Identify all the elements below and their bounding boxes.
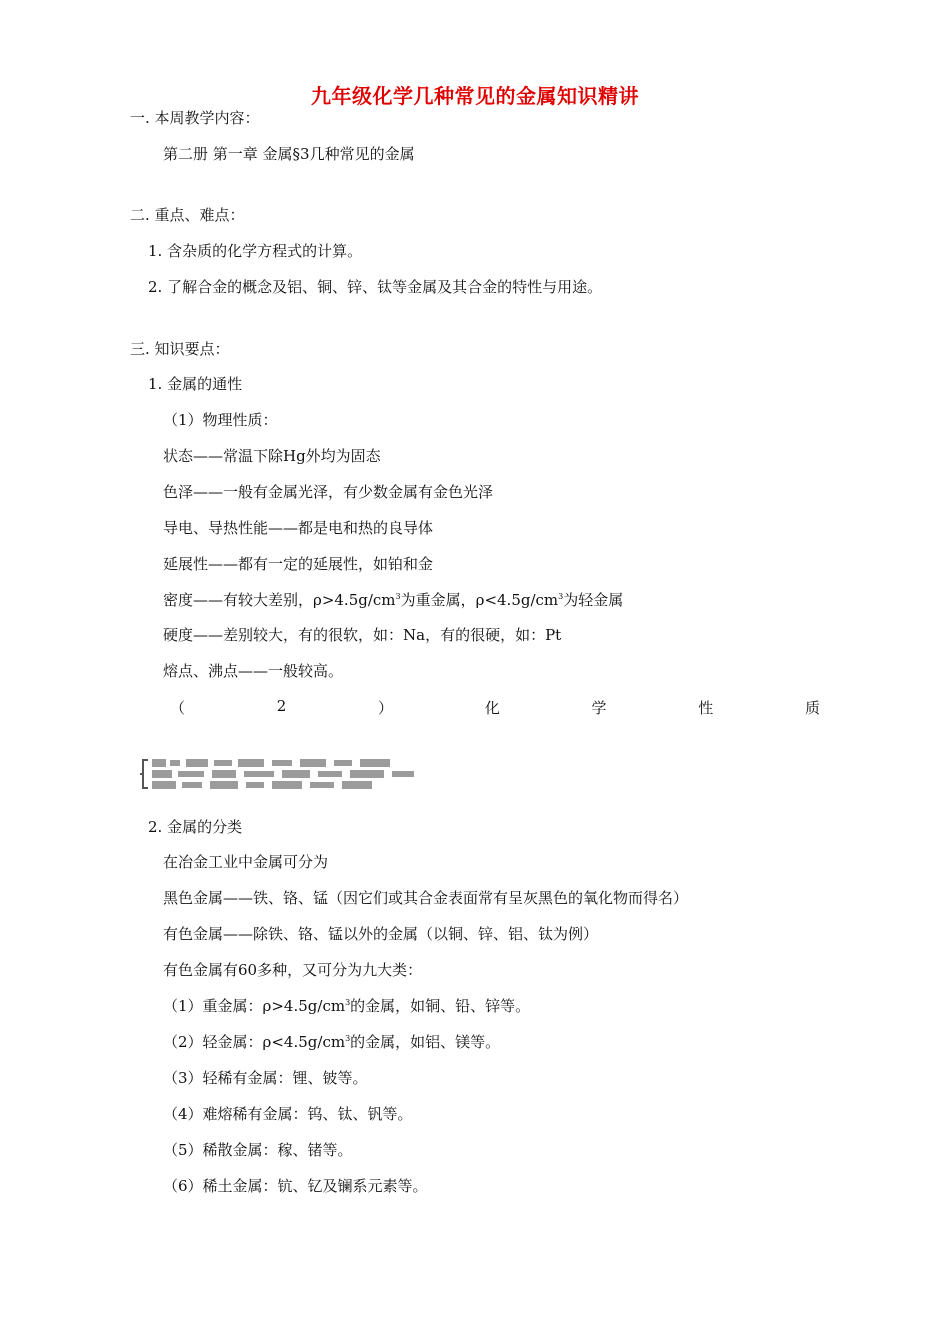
property-state: 状态——常温下除Hg外均为固态 — [163, 447, 381, 465]
density-text-b: 为重金属，ρ<4.5g/cm — [400, 591, 559, 609]
chem-heading-char: 2 — [276, 697, 287, 715]
property-luster: 色泽——一般有金属光泽，有少数金属有金色光泽 — [163, 483, 494, 501]
density-exponent-2: 3 — [558, 592, 564, 601]
nonferrous-metals: 有色金属——除铁、铬、锰以外的金属（以铜、锌、铝、钛为例） — [163, 925, 599, 943]
physical-properties-heading: （1）物理性质： — [163, 411, 278, 429]
key-point-2: 2. 了解合金的概念及铝、铜、锌、钛等金属及其合金的特性与用途。 — [148, 278, 603, 296]
category-scattered: （5）稀散金属：稼、锗等。 — [163, 1141, 353, 1159]
section-two-heading: 二. 重点、难点： — [130, 206, 245, 224]
classification-intro: 在冶金工业中金属可分为 — [163, 853, 329, 871]
heavy-text-a: （1）重金属：ρ>4.5g/cm — [163, 997, 346, 1015]
category-rare-earth: （6）稀土金属：钪、钇及镧系元素等。 — [163, 1177, 428, 1195]
light-text-a: （2）轻金属：ρ<4.5g/cm — [163, 1033, 346, 1051]
chemical-properties-heading — [170, 697, 820, 718]
section-one-heading: 一. 本周教学内容： — [130, 109, 260, 127]
heavy-text-b: 的金属，如铜、铅、锌等。 — [350, 997, 531, 1015]
property-density — [163, 590, 623, 610]
chem-heading-char: （ — [170, 699, 186, 717]
classification-heading: 2. 金属的分类 — [148, 818, 243, 836]
key-point-1: 1. 含杂质的化学方程式的计算。 — [148, 242, 363, 260]
density-exponent-1: 3 — [395, 592, 401, 601]
category-light — [163, 1032, 500, 1052]
density-text-a: 密度——有较大差别，ρ>4.5g/cm — [163, 591, 396, 609]
metal-properties-heading: 1. 金属的通性 — [148, 375, 243, 393]
light-exponent: 3 — [345, 1034, 351, 1043]
chem-heading-char: 化 — [484, 699, 500, 717]
category-heavy — [163, 996, 530, 1016]
nonferrous-count: 有色金属有60多种，又可分为九大类： — [163, 961, 423, 979]
chem-heading-char: 质 — [804, 699, 820, 717]
chem-heading-char: 性 — [698, 699, 714, 717]
section-one-content: 第二册 第一章 金属§3几种常见的金属 — [163, 145, 415, 163]
chem-heading-char: ） — [378, 699, 394, 717]
category-light-rare: （3）轻稀有金属：锂、铍等。 — [163, 1069, 368, 1087]
black-metals: 黑色金属——铁、铬、锰（因它们或其合金表面常有呈灰黑色的氧化物而得名） — [163, 889, 689, 907]
category-refractory-rare: （4）难熔稀有金属：钨、钛、钒等。 — [163, 1105, 413, 1123]
section-three-heading: 三. 知识要点： — [130, 340, 230, 358]
document-title: 九年级化学几种常见的金属知识精讲 — [311, 84, 639, 108]
property-hardness: 硬度——差别较大，有的很软，如：Na，有的很硬，如：Pt — [163, 626, 562, 644]
density-text-c: 为轻金属 — [563, 591, 624, 609]
property-melting: 熔点、沸点——一般较高。 — [163, 662, 344, 680]
property-ductility: 延展性——都有一定的延展性，如铂和金 — [163, 555, 434, 573]
light-text-b: 的金属，如铝、镁等。 — [350, 1033, 501, 1051]
heavy-exponent: 3 — [345, 998, 351, 1007]
property-conductivity: 导电、导热性能——都是电和热的良导体 — [163, 519, 434, 537]
chem-heading-char: 学 — [591, 699, 607, 717]
corrupted-formula-image — [140, 757, 610, 791]
